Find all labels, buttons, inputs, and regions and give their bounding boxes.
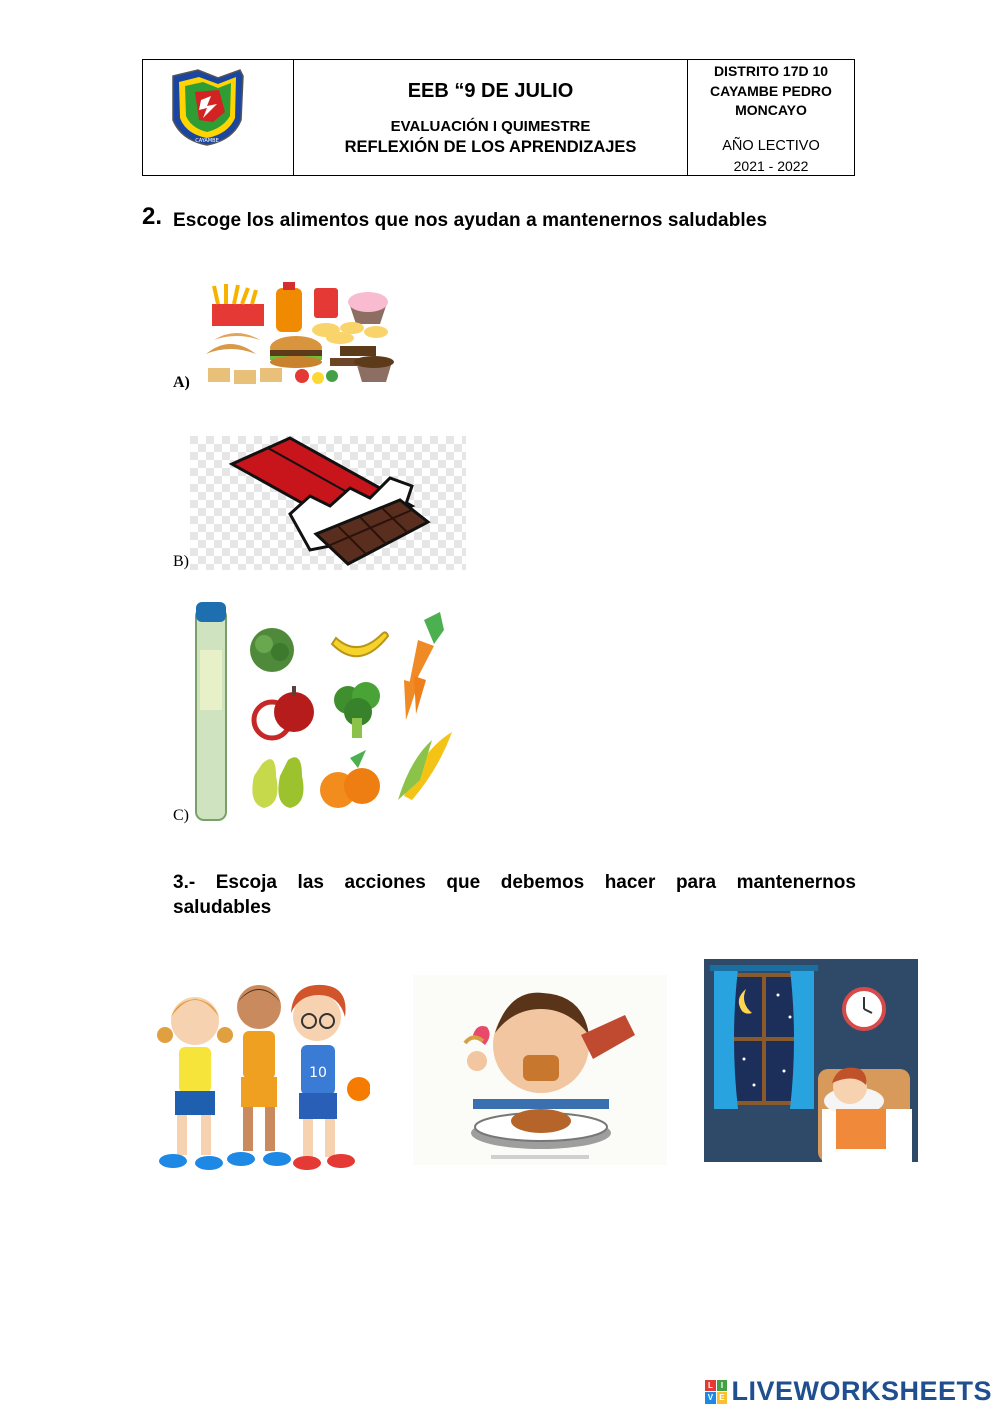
district-line-1: DISTRITO 17D 10	[713, 63, 829, 79]
junk-food-image[interactable]	[190, 280, 405, 390]
header-table	[142, 59, 855, 176]
q3-word: Escoja	[215, 872, 277, 893]
district-text	[688, 62, 854, 121]
question-2-number: 2.	[142, 203, 163, 230]
q3-word: las	[297, 872, 324, 893]
option-b-label: B)	[173, 553, 189, 570]
boy-overeating-image[interactable]	[413, 975, 667, 1165]
evaluation-title: EVALUACIÓN I QUIMESTRE	[390, 118, 591, 135]
school-year-label: AÑO LECTIVO	[722, 138, 820, 154]
option-a-label: A)	[173, 374, 190, 391]
school-shield-logo	[143, 60, 294, 175]
question-3-text	[173, 870, 856, 920]
district-line-3: MONCAYO	[735, 102, 807, 118]
svg-text:10: 10	[309, 1065, 327, 1081]
school-years: 2021 - 2022	[733, 158, 809, 174]
liveworksheets-logo	[705, 1376, 992, 1407]
brand-text: LIVEWORKSHEETS	[731, 1376, 992, 1406]
q3-word: mantenernos	[736, 872, 856, 893]
question-3-line-1	[173, 870, 856, 895]
question-2-text: Escoge los alimentos que nos ayudan a mantenernos saludables	[173, 210, 768, 231]
school-name: EEB “9 DE JULIO	[407, 80, 574, 102]
fruits-vegetables-image[interactable]	[190, 600, 466, 822]
q3-word: 3.-	[173, 872, 196, 893]
svg-text:CAYAMBE: CAYAMBE	[195, 138, 219, 144]
brand-icon: L I V E	[705, 1380, 727, 1404]
district-line-2: CAYAMBE PEDRO	[710, 82, 832, 99]
kids-playing-sports-image[interactable]	[143, 977, 370, 1177]
option-c-label: C)	[173, 807, 189, 824]
district-cell	[688, 60, 854, 175]
q3-word: hacer	[604, 872, 656, 893]
q3-word: debemos	[500, 872, 585, 893]
q3-word: para	[675, 872, 717, 893]
chocolate-bar-image[interactable]	[190, 436, 466, 570]
reflection-title: REFLEXIÓN DE LOS APRENDIZAJES	[344, 138, 637, 156]
logo-cell	[143, 60, 294, 175]
title-cell	[294, 60, 688, 175]
q3-word: acciones	[344, 872, 426, 893]
child-sleeping-image[interactable]	[704, 959, 918, 1162]
q3-word: que	[446, 872, 481, 893]
question-3-line-2: saludables	[173, 897, 272, 918]
